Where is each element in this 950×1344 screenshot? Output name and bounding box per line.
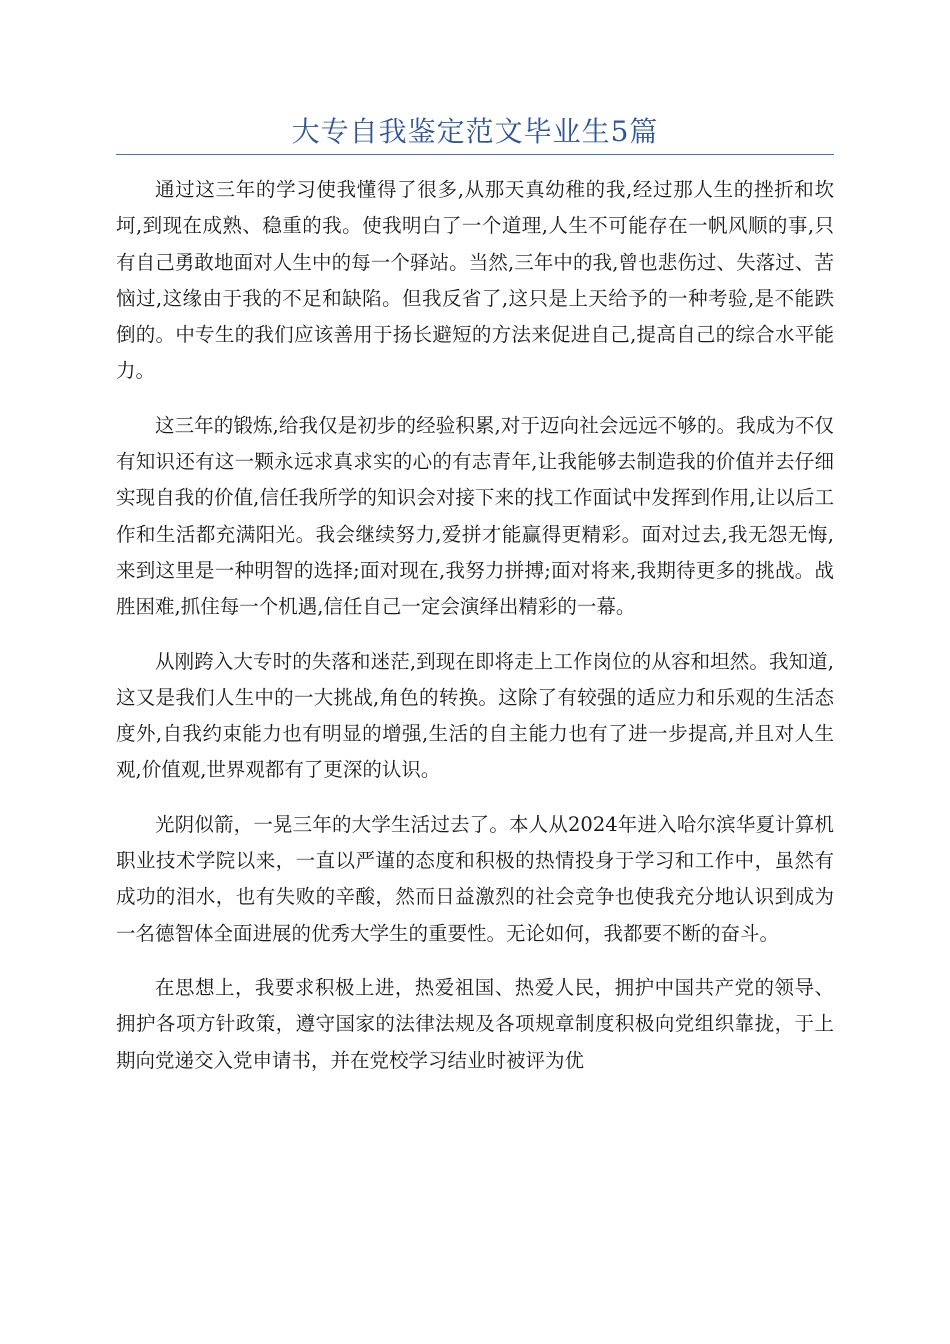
title-underline <box>116 154 834 155</box>
paragraph-4: 光阴似箭，一晃三年的大学生活过去了。本人从2024年进入哈尔滨华夏计算机职业技术学院以来，一直以严谨的态度和积极的热情投身于学习和工作中，虽然有成功的泪水，也有失败的辛酸，然而日益激烈的社会竞争也使我充分地认识到成为一名德智体全面进展的优秀大学生的重要性。无论如何，我都要不断的奋斗。 <box>116 812 834 945</box>
paragraph-1: 通过这三年的学习使我懂得了很多,从那天真幼稚的我,经过那人生的挫折和坎坷,到现在成熟、稳重的我。使我明白了一个道理,人生不可能存在一帆风顺的事,只有自己勇敢地面对人生中的每一个驿站。当然,三年中的我,曾也悲伤过、失落过、苦恼过,这缘由于我的不足和缺陷。但我反省了,这只是上天给予的一种考验,是不能跌倒的。中专生的我们应该善用于扬长避短的方法来促进自己,提高自己的综合水平能力。 <box>116 178 834 383</box>
paragraph-2: 这三年的锻炼,给我仅是初步的经验积累,对于迈向社会远远不够的。我成为不仅有知识还有这一颗永远求真求实的心的有志青年,让我能够去制造我的价值并去仔细实现自我的价值,信任我所学的知识会对接下来的找工作面试中发挥到作用,让以后工作和生活都充满阳光。我会继续努力,爱拼才能赢得更精彩。面对过去,我无怨无悔,来到这里是一种明智的选择;面对现在,我努力拼搏;面对将来,我期待更多的挑战。战胜困难,抓住每一个机遇,信任自己一定会演绎出精彩的一幕。 <box>116 413 834 619</box>
document-body <box>116 172 834 1097</box>
document-title: 大专自我鉴定范文毕业生5篇 <box>291 115 659 148</box>
paragraph-5: 在思想上，我要求积极上进，热爱祖国、热爱人民，拥护中国共产党的领导、拥护各项方针政策，遵守国家的法律法规及各项规章制度积极向党组织靠拢，于上期向党递交入党申请书，并在党校学习结业时被评为优 <box>116 975 834 1072</box>
paragraph-3: 从刚跨入大专时的失落和迷茫,到现在即将走上工作岗位的从容和坦然。我知道,这又是我们人生中的一大挑战,角色的转换。这除了有较强的适应力和乐观的生活态度外,自我约束能力也有明显的增强,生活的自主能力也有了进一步提高,并且对人生观,价值观,世界观都有了更深的认识。 <box>116 649 834 782</box>
